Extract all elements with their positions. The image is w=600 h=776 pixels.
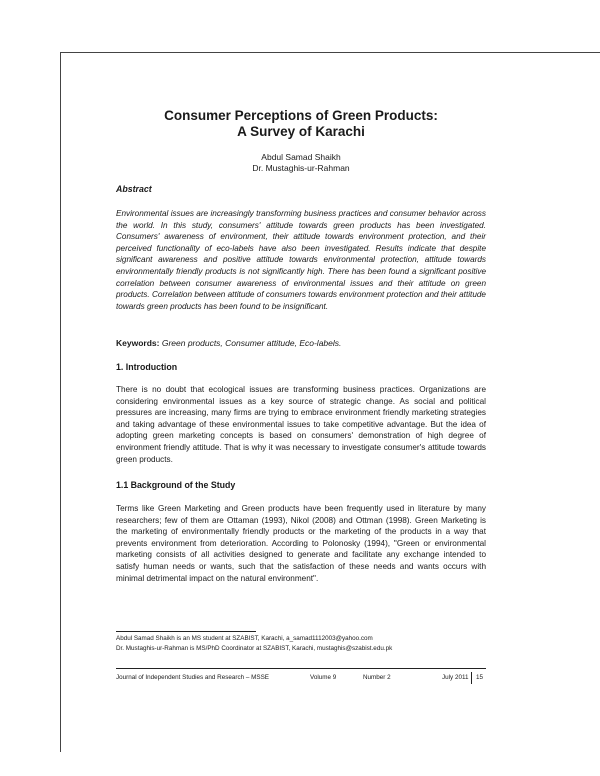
- section-text-introduction: There is no doubt that ecological issues are transforming business practices. Organizations are considering environmental issues as a key source of strategic change. As social and political pressures are increasing, many firms are trying to embrace environment friendly marketing strategies and taking advantage of these environmental issues to take competitive advantage. But the idea of adopting green marketing concepts is based on consumers' demonstration of high degree of environment friendly attitude. That is why it was necessary to investigate consumer's attitude towards green products.: [116, 385, 486, 464]
- section-heading-background: 1.1 Background of the Study: [116, 480, 236, 490]
- title-line-1: Consumer Perceptions of Green Products:: [164, 108, 438, 123]
- section-text-background: Terms like Green Marketing and Green products have been frequently used in literature by many researchers; few of them are Ottaman (1993), Nikol (2008) and Ottman (1998). Green Marketing is the marketing of environmentally friendly products or the marketing of the products in a way that prevents environment from deterioration. According to Polonosky (1994), "Green or environmental marketing consists of all activities designed to generate and facilitate any exchange intended to satisfy human needs or wants, such that the satisfaction of these needs and wants occurs with minimal detrimental impact on the natural environment".: [116, 504, 486, 583]
- keywords-value: Green products, Consumer attitude, Eco-labels.: [161, 338, 342, 348]
- author-2: Dr. Mustaghis-ur-Rahman: [252, 163, 350, 173]
- keywords-label: Keywords:: [116, 338, 160, 348]
- page-frame-left-rule: [60, 52, 61, 752]
- keywords: [116, 338, 486, 348]
- footer-date: July 2011: [442, 674, 469, 681]
- footer-journal-name: Journal of Independent Studies and Research – MSSE: [116, 674, 269, 681]
- page-footer: [116, 672, 486, 684]
- footnote-1: Abdul Samad Shaikh is an MS student at SZABIST, Karachi, a_samad1112003@yahoo.com: [116, 635, 373, 642]
- abstract-heading: Abstract: [116, 184, 152, 194]
- title-line-2: A Survey of Karachi: [237, 124, 365, 139]
- author-list: [116, 152, 486, 174]
- footnotes: [116, 634, 496, 654]
- footer-page-number: 15: [476, 674, 484, 681]
- footer-page-separator: [471, 672, 472, 684]
- footer-volume: Volume 9: [310, 674, 337, 681]
- page-frame-top-rule: [60, 52, 600, 53]
- footer-issue-number: Number 2: [363, 674, 391, 681]
- footnote-2: Dr. Mustaghis-ur-Rahman is MS/PhD Coordinator at SZABIST, Karachi, mustaghis@szabist.edu.pk: [116, 645, 393, 652]
- author-1: Abdul Samad Shaikh: [261, 152, 341, 162]
- section-heading-introduction: 1. Introduction: [116, 362, 178, 372]
- paper-title: [116, 108, 486, 140]
- footnote-divider: [116, 631, 256, 632]
- abstract-text: Environmental issues are increasingly transforming business practices and consumer behavior across the world. In this study, consumers' attitude towards green products has been investigated. Consumers' awareness of environment, their attitude towards environment protection, and their perceived functionality of eco-labels have also been investigated. Results indicate that despite significant awareness and positive attitude towards environmental protection, attitude towards environmentally friendly products is not significantly high. There has been found a significant positive correlation between consumer awareness of environmental issues and their attitude on green products. Correlation between attitude of consumers towards environment protection and their attitude towards green products has been found to be insignificant.: [116, 209, 486, 311]
- footer-divider: [116, 668, 486, 669]
